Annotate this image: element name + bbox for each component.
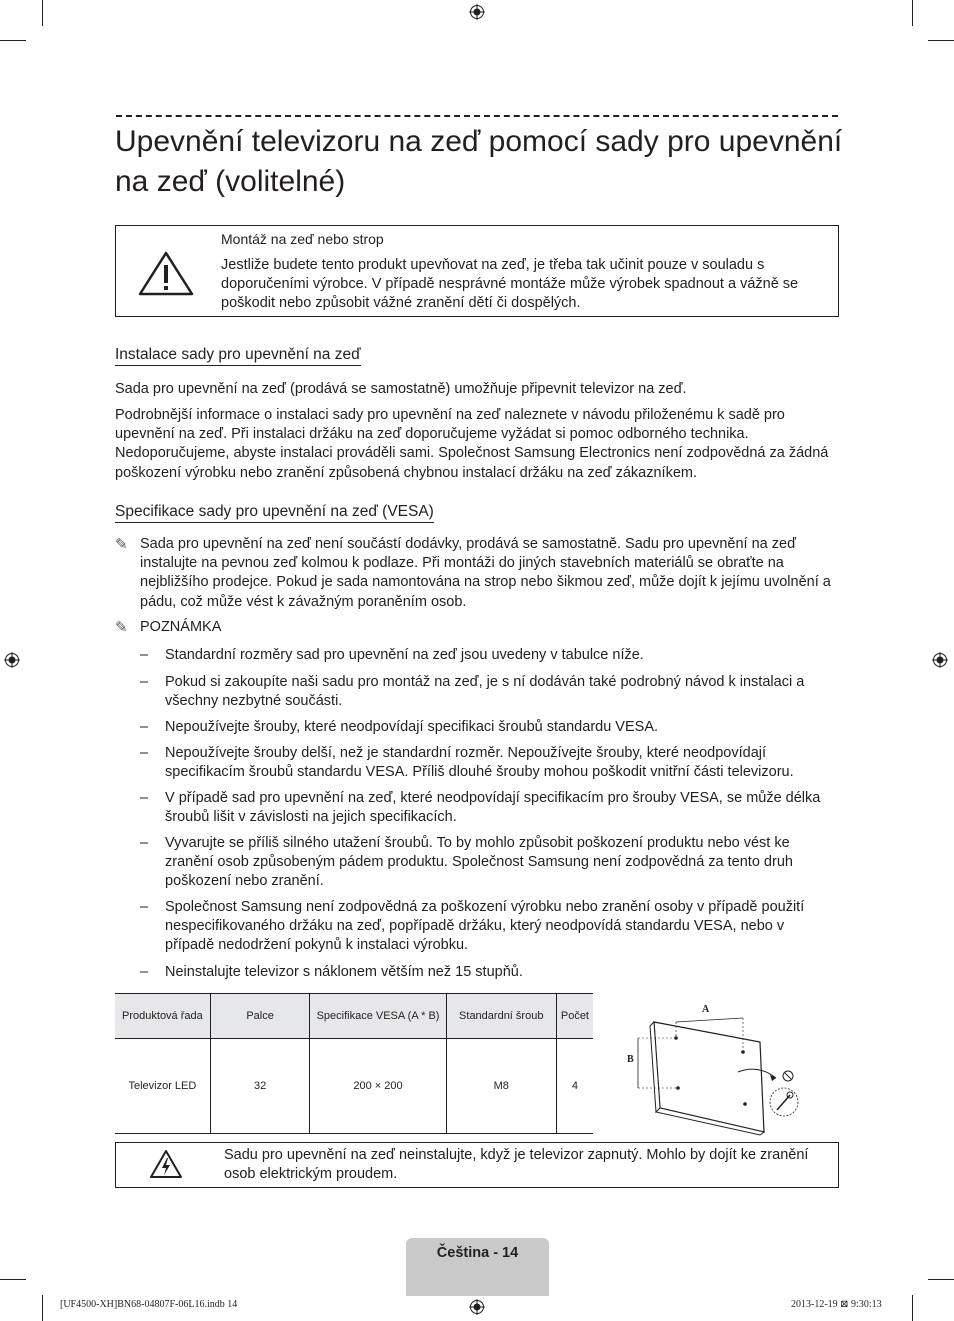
crop-mark: [912, 1295, 913, 1321]
table-header: Specifikace VESA (A * B): [310, 994, 446, 1039]
dimension-label-b: B: [627, 1054, 634, 1065]
note-text: Sada pro upevnění na zeď není součástí dodávky, prodává se samostatně. Sadu pro upevnění na zeď instalujte na pevnou zeď kolmou k podlaze. Při montáži do jiných stavebních materiálů se obraťte na nejbližšího prodejce. Pokud je sada namontována na strop nebo šikmou zeď, může dojít k jejímu uvolnění a pádu, což může vést k závažným poraněním osob.: [140, 536, 831, 610]
section-heading-installation: Instalace sady pro upevnění na zeď: [115, 345, 361, 366]
paragraph: Sada pro upevnění na zeď (prodává se samostatně) umožňuje připevnit televizor na zeď.: [115, 381, 687, 397]
warning-heading: Montáž na zeď nebo strop: [221, 231, 384, 247]
table-cell: 32: [210, 1039, 310, 1134]
title-rule: [116, 115, 838, 117]
table-header-row: [115, 994, 593, 1039]
wall-mount-diagram: [618, 1000, 818, 1136]
crop-mark: [928, 1279, 954, 1280]
note-item: [115, 618, 839, 638]
crop-mark: [42, 0, 43, 26]
table-header: Produktová řada: [115, 994, 210, 1039]
dimension-label-a: A: [702, 1004, 710, 1015]
table-header: Standardní šroub: [446, 994, 556, 1039]
warning-text: Jestliže budete tento produkt upevňovat na zeď, je třeba tak učinit pouze v souladu s doporučeními výrobce. V případě nesprávné montáže může výrobek spadnout a vážně se poškodit nebo způsobit vážné zranění dětí či dospělých.: [221, 257, 799, 312]
print-imprint-date: 2013-12-19 ⊠ 9:30:13: [791, 1299, 882, 1310]
table-header: Počet: [556, 994, 593, 1039]
paragraph: Podrobnější informace o instalaci sady pro upevnění na zeď naleznete v návodu přiloženému k sadě pro upevnění na zeď. Při instalaci držáku na zeď doporučujeme vyžádat si pomoc odborného technika. Nedoporučujeme, abyste instalaci prováděli sami. Společnost Samsung Electronics není zodpovědná za žádná poškození výrobku nebo zranění způsobená chybnou instalací držáku na zeď zákazníkem.: [115, 407, 829, 481]
note-item: [115, 535, 839, 613]
vesa-spec-table: [115, 993, 593, 1134]
table-cell: 200 × 200: [310, 1039, 446, 1134]
pencil-note-icon: ✎: [115, 536, 128, 553]
registration-mark-icon: [932, 652, 948, 668]
table-cell: M8: [446, 1039, 556, 1134]
crop-mark: [0, 40, 26, 41]
pencil-note-icon: ✎: [115, 619, 128, 636]
registration-mark-icon: [469, 1299, 485, 1315]
registration-mark-icon: [469, 4, 485, 20]
section-heading-vesa: Specifikace sady pro upevnění na zeď (VESA): [115, 502, 434, 523]
crop-mark: [928, 40, 954, 41]
warning-triangle-icon: [137, 250, 195, 296]
crop-mark: [0, 1279, 26, 1280]
registration-mark-icon: [4, 652, 20, 668]
print-imprint-file: [UF4500-XH]BN68-04807F-06L16.indb 14: [60, 1299, 238, 1310]
page-number: Čeština - 14: [436, 1245, 519, 1261]
note-label: POZNÁMKA: [140, 619, 222, 635]
table-cell: 4: [556, 1039, 593, 1134]
crop-mark: [912, 0, 913, 26]
electric-warning-text: Sadu pro upevnění na zeď neinstalujte, když je televizor zapnutý. Mohlo by dojít ke zranění osob elektrickým proudem.: [224, 1147, 809, 1183]
table-header: Palce: [210, 994, 310, 1039]
crop-mark: [42, 1295, 43, 1321]
electric-shock-warning-icon: [149, 1149, 183, 1179]
table-cell: Televizor LED: [115, 1039, 210, 1134]
page-title: Upevnění televizoru na zeď pomocí sady pro upevnění na zeď (volitelné): [115, 125, 843, 198]
table-row: [115, 1039, 593, 1134]
